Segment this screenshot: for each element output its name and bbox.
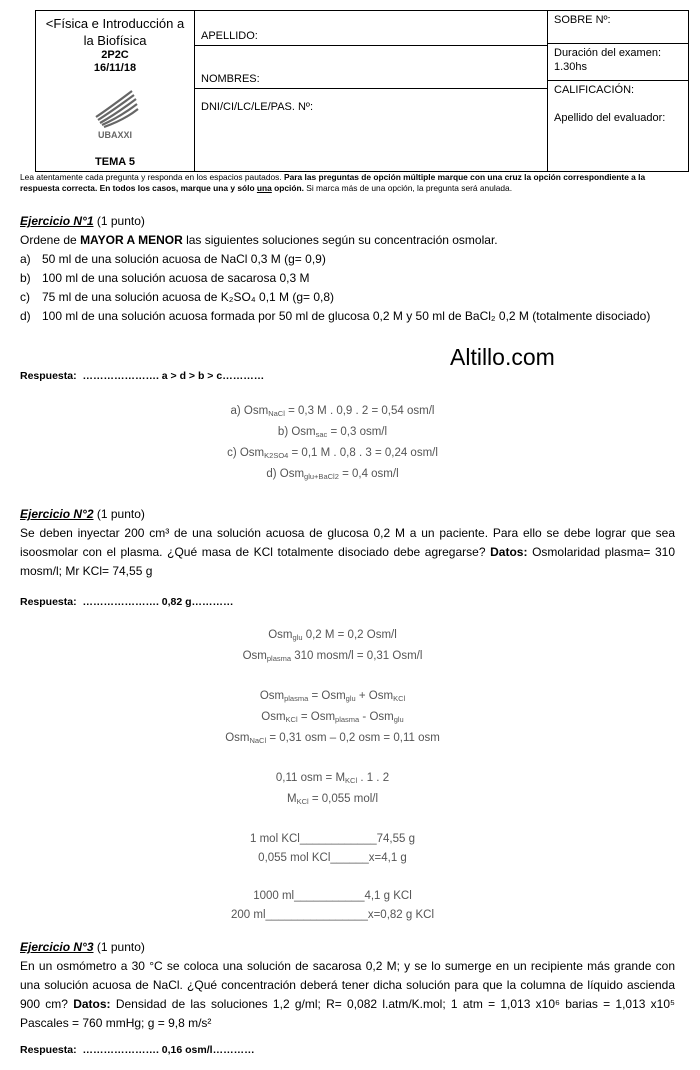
option-label: b): [20, 271, 31, 285]
option-text: 100 ml de una solución acuosa de sacarosa 0,3 M: [42, 271, 310, 285]
exercise-1-option-c[interactable]: [20, 288, 675, 307]
solution-line: [0, 811, 665, 830]
solution-line: Osm$_{NaCl}$ = 0,31 osm – 0,2 osm = 0,11 osm: [225, 732, 440, 745]
exercise-1: Ejercicio N°1 (1 punto) Ordene de MAYOR A MENOR las siguientes soluciones según su concentración osmolar. a) 50 ml de una solución acuosa de NaCl 0,3 M (g= 0,9) b) 100 ml de una solución acuosa de sacarosa 0,3 M c) 75 ml de una solución acuosa de K₂SO₄ 0,1 M (g= 0,8) d) 100 ml de una solución acuosa formada por 50 ml de glucosa 0,2 M y 50 ml de BaCl₂ 0,2 M (totalmente disociado): [20, 212, 675, 326]
exercise-1-title: Ejercicio N°1: [20, 214, 94, 228]
solution-line: [0, 750, 665, 769]
exercise-1-options: [20, 250, 675, 326]
solution-line: 0,11 osm = $M_{KCl}$ . 1 . 2: [275, 772, 390, 785]
exam-header: [35, 10, 689, 172]
instructions: Lea atentamente cada pregunta y responda en los espacios pautados. Para las preguntas de opción múltiple marque con una cruz la opción correspondiente a la respuesta correcta. En todos los casos, marque una y sólo una opción. Si marca más de una opción, la pregunta será anulada.: [20, 172, 646, 193]
exercise-1-solution: [0, 402, 665, 486]
solution-line: Osm$_{plasma}$ = Osm$_{glu}$ + Osm$_{KCl}$: [259, 690, 406, 703]
solution-line: $M_{KCl} = 0,055$ mol/l: [286, 793, 379, 806]
exercise-2-solution: [0, 626, 665, 925]
watermark: Altillo.com: [450, 344, 555, 370]
dni-field[interactable]: DNI/CI/LC/LE/PAS. Nº:: [201, 101, 314, 113]
exercise-2: Ejercicio N°2 (1 punto) Se deben inyectar 200 cm³ de una solución acuosa de glucosa 0,2 M a un paciente. Para ello se debe lograr que sea isoosmolar con el plasma. ¿Qué masa de KCl totalmente disociado debe agregarse? Datos: Osmolaridad plasma= 310 mosm/l; Mr KCl= 74,55 g: [20, 505, 675, 581]
solution-line: 0,055 mol KCl______x=4,1 g: [258, 852, 407, 864]
nombres-field[interactable]: NOMBRES:: [195, 46, 547, 89]
solution-line: d) Osm$_{glu+BaCl2}$ = 0,4 osm/l: [266, 468, 399, 481]
solution-line: 1 mol KCl____________74,55 g: [250, 833, 415, 845]
exercise-1-prompt: Ordene de MAYOR A MENOR las siguientes soluciones según su concentración osmolar.: [20, 233, 498, 247]
exam-admin-cell: [548, 11, 688, 171]
option-text: 100 ml de una solución acuosa formada por 50 ml de glucosa 0,2 M y 50 ml de BaCl₂ 0,2 M (totalmente disociado): [42, 309, 651, 323]
exercise-2-text: Se deben inyectar 200 cm³ de una solución acuosa de glucosa 0,2 M a un paciente. Para ello se debe lograr que sea isoosmolar con el plasma. ¿Qué masa de KCl totalmente disociado debe agregarse? Datos: Osmolaridad plasma= 310 mosm/l; Mr KCl= 74,55 g: [20, 526, 676, 578]
exercise-3-text: En un osmómetro a 30 °C se coloca una solución de sacarosa 0,2 M; y se lo sumerge en un recipiente más grande con una solución acuosa de NaCl. ¿Qué concentración deberá tener dicha solución para que la columna de líquido ascienda 900 cm? Datos: Densidad de las soluciones 1,2 g/ml; R= 0,082 l.atm/K.mol; 1 atm = 1,013 x10⁶ barias = 1,013 x10⁵ Pascales = 760 mmHg; g = 9,8 m/s²: [20, 959, 676, 1030]
exam-code: 2P2C: [101, 49, 129, 61]
option-text: 50 ml de una solución acuosa de NaCl 0,3 M (g= 0,9): [42, 252, 326, 266]
solution-line: Osm$_{plasma}$ 310 mosm/l = 0,31 Osm/l: [242, 650, 423, 663]
exercise-1-option-d[interactable]: [20, 307, 675, 326]
exercise-3: Ejercicio N°3 (1 punto) En un osmómetro a 30 °C se coloca una solución de sacarosa 0,2 M; y se lo sumerge en un recipiente más grande con una solución acuosa de NaCl. ¿Qué concentración deberá tener dicha solución para que la columna de líquido ascienda 900 cm? Datos: Densidad de las soluciones 1,2 g/ml; R= 0,082 l.atm/K.mol; 1 atm = 1,013 x10⁶ barias = 1,013 x10⁵ Pascales = 760 mmHg; g = 9,8 m/s²: [20, 938, 675, 1033]
solution-line: [0, 868, 665, 887]
solution-line: [0, 668, 665, 687]
solution-line: 1000 ml___________4,1 g KCl: [253, 890, 412, 902]
course-cell: [36, 11, 195, 171]
solution-line: Osm$_{glu}$ 0,2 M = 0,2 Osm/l: [268, 629, 397, 642]
apellido-field[interactable]: APELLIDO:: [195, 11, 547, 46]
solution-line: b) Osm$_{sac}$ = 0,3 osm/l: [277, 426, 388, 439]
calificacion-field[interactable]: CALIFICACIÓN: Apellido del evaluador:: [548, 81, 688, 165]
option-text: 75 ml de una solución acuosa de K₂SO₄ 0,1 M (g= 0,8): [42, 290, 335, 304]
exercise-1-option-b[interactable]: [20, 269, 675, 288]
exercise-2-answer: Respuesta: …………………. 0,82 g…………: [20, 596, 234, 608]
solution-line: 200 ml________________x=0,82 g KCl: [230, 909, 434, 921]
student-info-cell: [195, 11, 548, 171]
tema-label: TEMA 5: [95, 156, 135, 168]
exercise-2-title: Ejercicio N°2: [20, 507, 94, 521]
duracion-field: Duración del examen: 1.30hs: [548, 44, 688, 81]
svg-text:UBAXXI: UBAXXI: [97, 130, 133, 140]
option-label: d): [20, 309, 31, 323]
solution-line: Osm$_{KCl}$ = Osm$_{plasma}$ - Osm$_{glu}$: [261, 711, 404, 724]
sobre-field[interactable]: SOBRE Nº:: [548, 11, 688, 44]
evaluador-label: Apellido del evaluador:: [554, 112, 666, 124]
exercise-3-answer: Respuesta: …………………. 0,16 osm/l…………: [20, 1044, 255, 1056]
course-title-line2: la Biofísica: [83, 33, 147, 48]
course-title-line1: <Física e Introducción a: [45, 16, 185, 31]
exercise-1-answer: Respuesta: …………………. a > d > b > c…………: [20, 370, 265, 382]
solution-line: c) Osm$_{K2SO4}$ = 0,1 M . 0,8 . 3 = 0,24 osm/l: [227, 447, 438, 460]
exercise-1-option-a[interactable]: [20, 250, 675, 269]
solution-line: a) Osm$_{NaCl}$ = 0,3 M . 0,9 . 2 = 0,54 osm/l: [230, 405, 435, 418]
exercise-3-title: Ejercicio N°3: [20, 940, 94, 954]
ubaxxi-logo: [80, 81, 150, 141]
option-label: c): [20, 290, 30, 304]
option-label: a): [20, 252, 31, 266]
exam-date: 16/11/18: [93, 62, 137, 74]
